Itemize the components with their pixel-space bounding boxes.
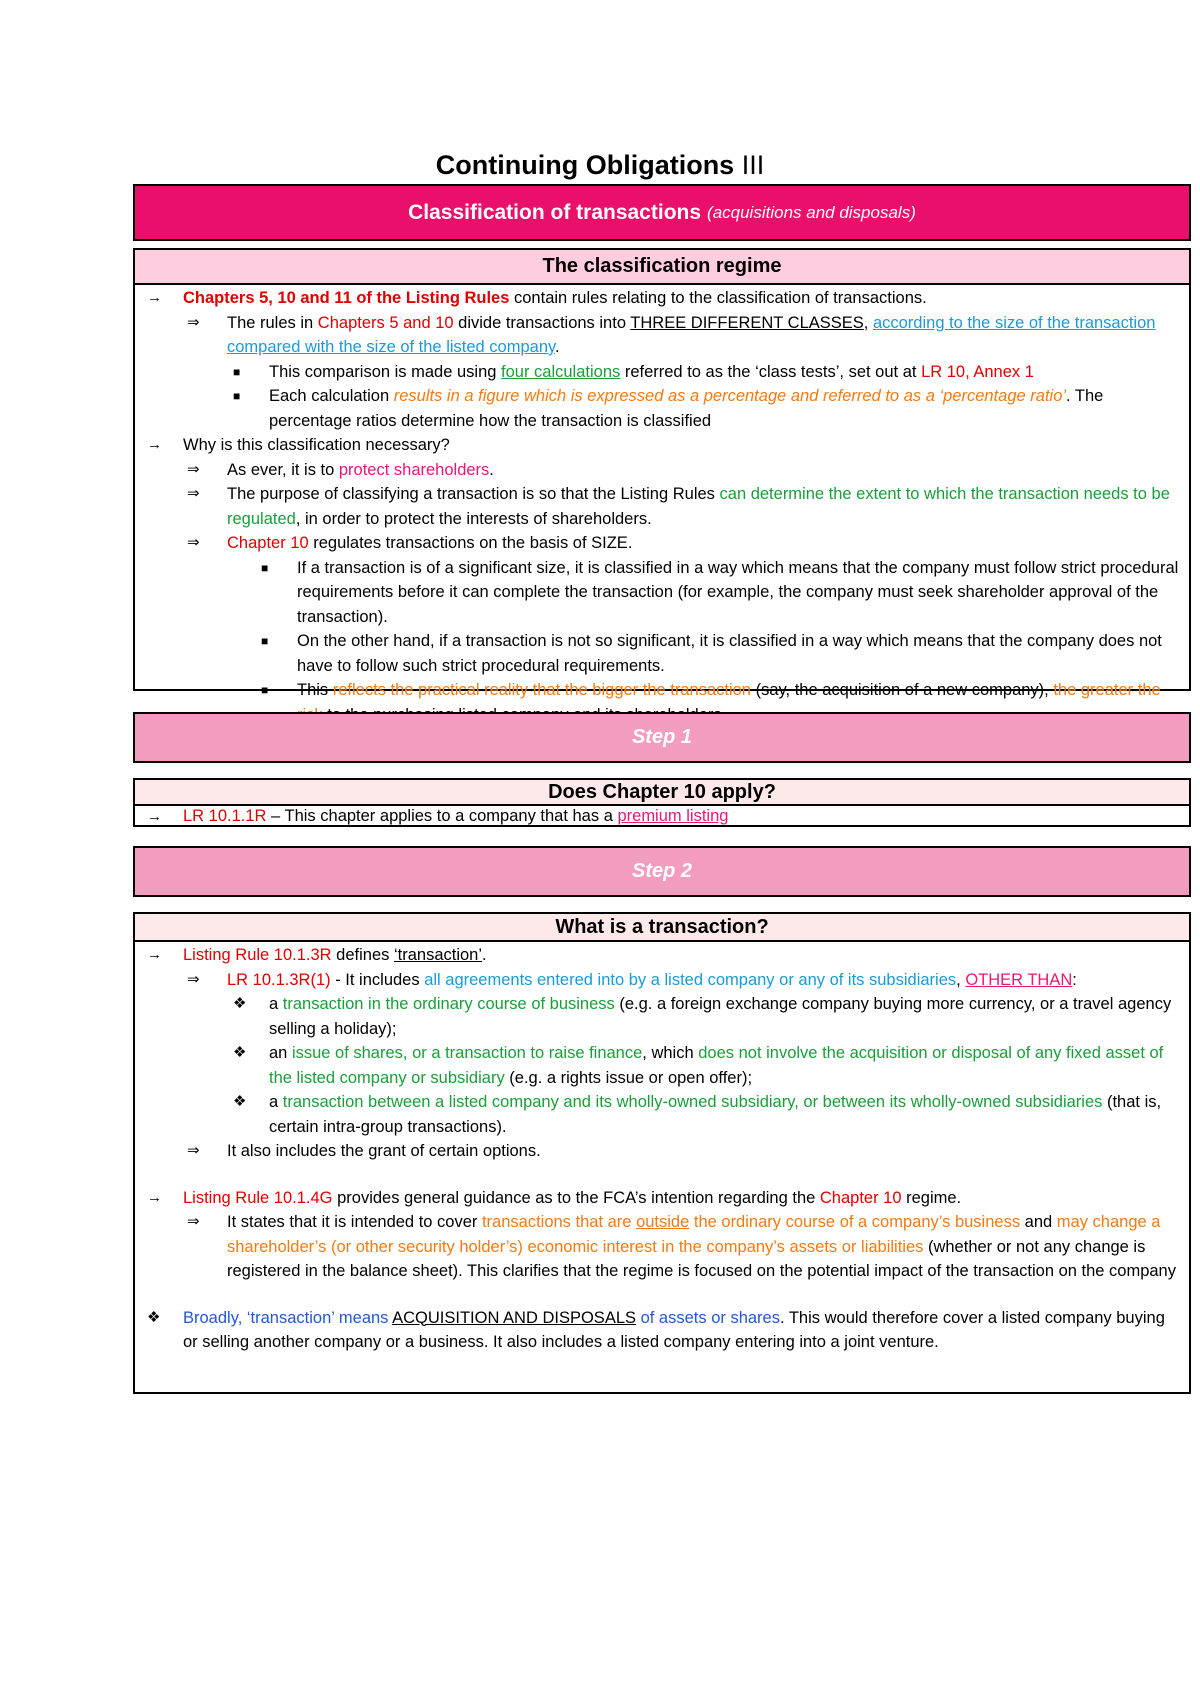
list-item: ■ This comparison is made using four calculations referred to as the ‘class tests’, set out at LR 10, Annex 1 bbox=[143, 360, 1183, 385]
square-bullet-icon: ■ bbox=[233, 389, 241, 403]
banner-subtitle: (acquisitions and disposals) bbox=[707, 202, 916, 222]
list-item: ⇒ Chapter 10 regulates transactions on the basis of SIZE. bbox=[143, 531, 1183, 556]
regime-body bbox=[135, 285, 1189, 735]
implies-icon: ⇒ bbox=[187, 485, 200, 502]
arrow-icon: → bbox=[147, 946, 162, 963]
implies-icon: ⇒ bbox=[187, 1213, 200, 1230]
list-item: ⇒ LR 10.1.3R(1) - It includes all agreements entered into by a listed company or any of its subsidiaries, OTHER THAN: bbox=[143, 968, 1183, 993]
step2-banner bbox=[133, 846, 1191, 897]
diamond-bullet-icon: ❖ bbox=[147, 1308, 161, 1326]
square-bullet-icon: ■ bbox=[261, 634, 269, 648]
list-item: ⇒ It states that it is intended to cover transactions that are outside the ordinary course of a company’s business and may change a shareholder’s (or other security holder’s) economic interest in the company’s assets or liabilities (whether or not any change is registered in the balance sheet). This clarifies that the regime is focused on the potential impact of the transaction on the company bbox=[143, 1210, 1183, 1284]
transaction-body bbox=[135, 942, 1189, 1363]
list-item: → LR 10.1.1R – This chapter applies to a company that has a premium listing bbox=[147, 807, 729, 825]
title-main: Continuing Obligations bbox=[435, 150, 735, 180]
regime-box bbox=[133, 248, 1191, 699]
list-item: ❖ Broadly, ‘transaction’ means ACQUISITION AND DISPOSALS of assets or shares. This would therefore cover a listed company buying or selling another company or a business. It also includes a listed company entering into a joint venture. bbox=[143, 1306, 1183, 1355]
implies-icon: ⇒ bbox=[187, 460, 200, 478]
list-item: ❖ a transaction between a listed company and its wholly-owned subsidiary, or between its wholly-owned subsidiaries (that is, certain intra-group transactions). bbox=[143, 1090, 1183, 1139]
chapter10-heading: Does Chapter 10 apply? bbox=[135, 780, 1189, 806]
banner-title: Classification of transactions bbox=[408, 200, 702, 224]
square-bullet-icon: ■ bbox=[261, 683, 269, 697]
arrow-icon: → bbox=[147, 289, 162, 306]
arrow-icon: → bbox=[147, 436, 162, 453]
list-item: ❖ an issue of shares, or a transaction to raise finance, which does not involve the acquisition or disposal of any fixed asset of the listed company or subsidiary (e.g. a rights issue or open offer); bbox=[143, 1041, 1183, 1090]
implies-icon: ⇒ bbox=[187, 534, 200, 551]
list-item: ■ This reflects the practical reality that the bigger the transaction (say, the acquisition of a new company), the greater the bbox=[143, 678, 1183, 727]
page-title bbox=[0, 150, 1200, 181]
step1-label: Step 1 bbox=[631, 726, 693, 748]
square-bullet-icon: ■ bbox=[261, 560, 269, 575]
transaction-heading: What is a transaction? bbox=[135, 914, 1189, 942]
list-item: ■ On the other hand, if a transaction is not so significant, it is classified in a way which means that the company does not have to follow such strict procedural requirements. bbox=[143, 629, 1183, 678]
diamond-bullet-icon: ❖ bbox=[233, 995, 247, 1012]
list-item: ⇒ It also includes the grant of certain options. bbox=[143, 1139, 1183, 1164]
list-item: → Why is this classification necessary? bbox=[143, 433, 1183, 458]
arrow-icon: → bbox=[147, 1188, 162, 1206]
list-item: ⇒ The rules in Chapters 5 and 10 divide transactions into THREE DIFFERENT CLASSES, according to the size of the transaction compared with the size of the listed company. bbox=[143, 311, 1183, 360]
step1-banner bbox=[133, 712, 1191, 763]
list-item: → Listing Rule 10.1.3R defines ‘transaction’. bbox=[143, 943, 1183, 968]
diamond-bullet-icon: ❖ bbox=[233, 1044, 247, 1061]
diamond-bullet-icon: ❖ bbox=[233, 1093, 247, 1110]
list-item: ⇒ The purpose of classifying a transaction is so that the Listing Rules can determine the extent to which the transaction needs to be regulated, in order to protect the interests of shareholders. bbox=[143, 482, 1183, 531]
title-suffix: III bbox=[741, 150, 765, 180]
step2-label: Step 2 bbox=[631, 860, 693, 882]
transaction-box bbox=[133, 912, 1191, 1394]
chapter10-body bbox=[135, 806, 1189, 827]
implies-icon: ⇒ bbox=[187, 313, 200, 331]
regime-heading: The classification regime bbox=[135, 250, 1189, 285]
list-item: ⇒ As ever, it is to protect shareholders. bbox=[143, 458, 1183, 483]
arrow-icon: → bbox=[147, 808, 162, 825]
list-item: → Chapters 5, 10 and 11 of the Listing Rules contain rules relating to the classification of transactions. bbox=[143, 286, 1183, 311]
list-item: ■ Each calculation results in a figure which is expressed as a percentage and referred to as a ‘percentage ratio’. The percentage ratios determine how the transaction is classified bbox=[143, 384, 1183, 433]
list-item: ❖ a transaction in the ordinary course of business (e.g. a foreign exchange company buying more currency, or a travel agency selling a holiday); bbox=[143, 992, 1183, 1041]
section-banner bbox=[133, 184, 1191, 241]
chapter10-box bbox=[133, 778, 1191, 827]
square-bullet-icon: ■ bbox=[233, 364, 241, 379]
list-item: → Listing Rule 10.1.4G provides general guidance as to the FCA’s intention regarding the Chapter 10 regime. bbox=[143, 1186, 1183, 1211]
implies-icon: ⇒ bbox=[187, 970, 200, 988]
list-item: ■ If a transaction is of a significant size, it is classified in a way which means that the company must follow strict procedural requirements before it can complete the transaction (for example, the company must seek shareholder approval of the transaction). bbox=[143, 556, 1183, 630]
implies-icon: ⇒ bbox=[187, 1142, 200, 1159]
